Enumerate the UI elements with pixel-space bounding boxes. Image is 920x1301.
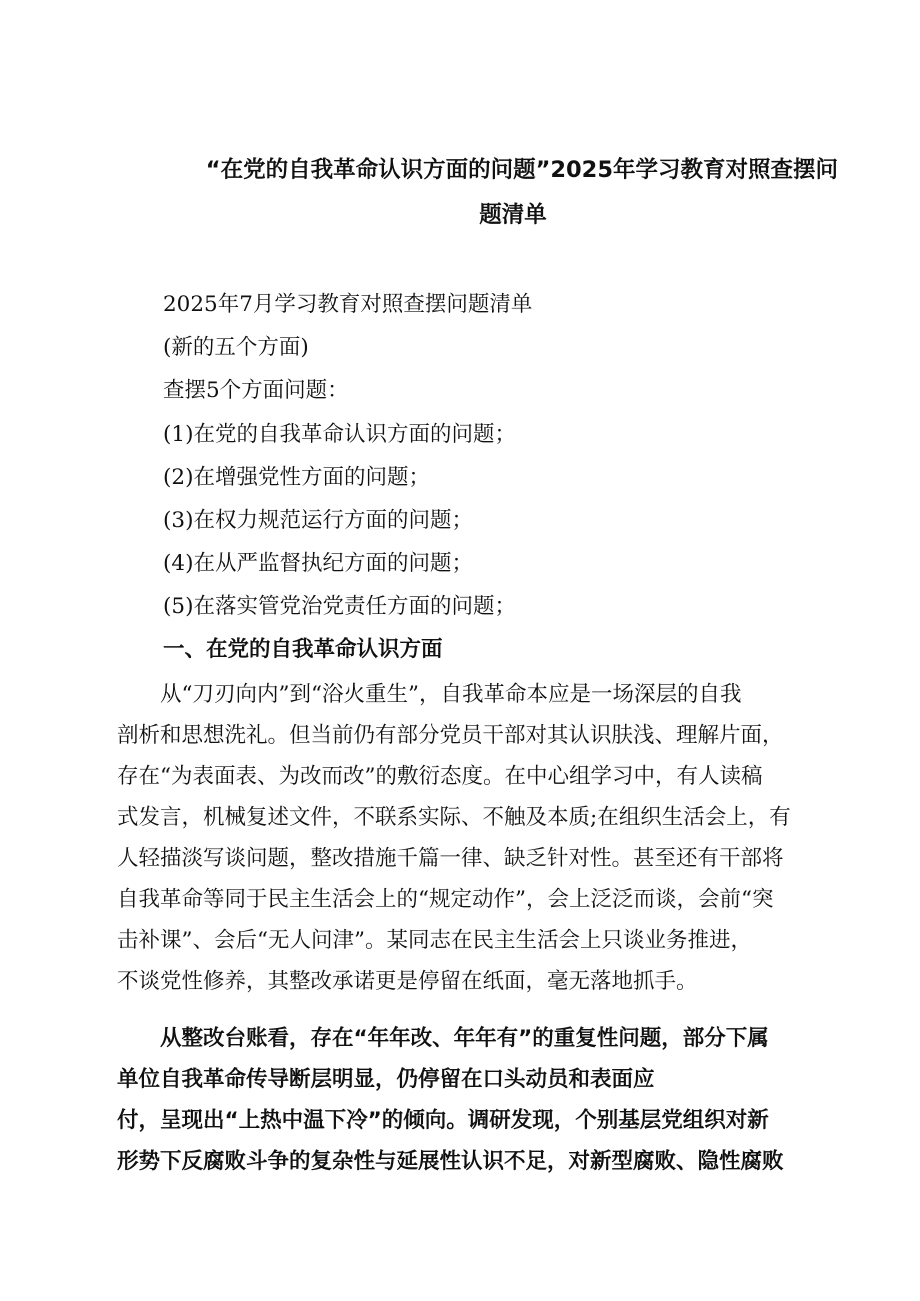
paragraph-line: 单位自我革命传导断层明显，仍停留在口头动员和表面应: [117, 1067, 655, 1092]
paragraph-line: 不谈党性修养，其整改承诺更是停留在纸面，毫无落地抓手。: [117, 969, 698, 994]
list-item: (4)在从严监督执纪方面的问题；: [163, 551, 473, 576]
paragraph-line: 从“刀刃向内”到“浴火重生”，自我革命本应是一场深层的自我: [160, 682, 742, 707]
paragraph-line: 付，呈现出“上热中温下冷”的倾向。调研发现，个别基层党组织对新: [117, 1108, 769, 1133]
paragraph-line: 形势下反腐败斗争的复杂性与延展性认识不足，对新型腐败、隐性腐败: [117, 1149, 784, 1174]
paragraph-line: 剖析和思想洗礼。但当前仍有部分党员干部对其认识肤浅、理解片面，: [117, 723, 784, 748]
paragraph-line: 自我革命等同于民主生活会上的“规定动作”，会上泛泛而谈，会前“突: [117, 887, 774, 912]
list-item: (5)在落实管党治党责任方面的问题；: [163, 594, 516, 619]
aspect-note: (新的五个方面): [163, 335, 309, 360]
section-heading: 一、在党的自我革命认识方面: [163, 637, 443, 662]
subtitle: 2025年7月学习教育对照查摆问题清单: [163, 292, 533, 317]
paragraph-line: 式发言，机械复述文件，不联系实际、不触及本质;在组织生活会上，有: [117, 805, 791, 830]
paragraph-line: 击补课”、会后“无人问津”。某同志在民主生活会上只谈业务推进，: [117, 928, 752, 953]
list-item: (1)在党的自我革命认识方面的问题；: [163, 422, 516, 447]
paragraph-2: [117, 1018, 839, 1182]
paragraph-line: 存在“为表面表、为改而改”的敷衍态度。在中心组学习中，有人读稿: [117, 764, 763, 789]
title-line-2: 题清单: [479, 202, 547, 228]
document-title: [118, 148, 838, 238]
list-item: (3)在权力规范运行方面的问题；: [163, 508, 473, 533]
list-item: (2)在增强党性方面的问题；: [163, 465, 430, 490]
intro-line: 查摆5个方面问题：: [163, 378, 349, 403]
paragraph-1: [117, 674, 839, 1002]
paragraph-line: 从整改台账看，存在“年年改、年年有”的重复性问题，部分下属: [160, 1026, 769, 1051]
title-line-1: “在党的自我革命认识方面的问题”2025年学习教育对照查摆问: [205, 157, 838, 183]
paragraph-line: 人轻描淡写谈问题，整改措施千篇一律、缺乏针对性。甚至还有干部将: [117, 846, 784, 871]
